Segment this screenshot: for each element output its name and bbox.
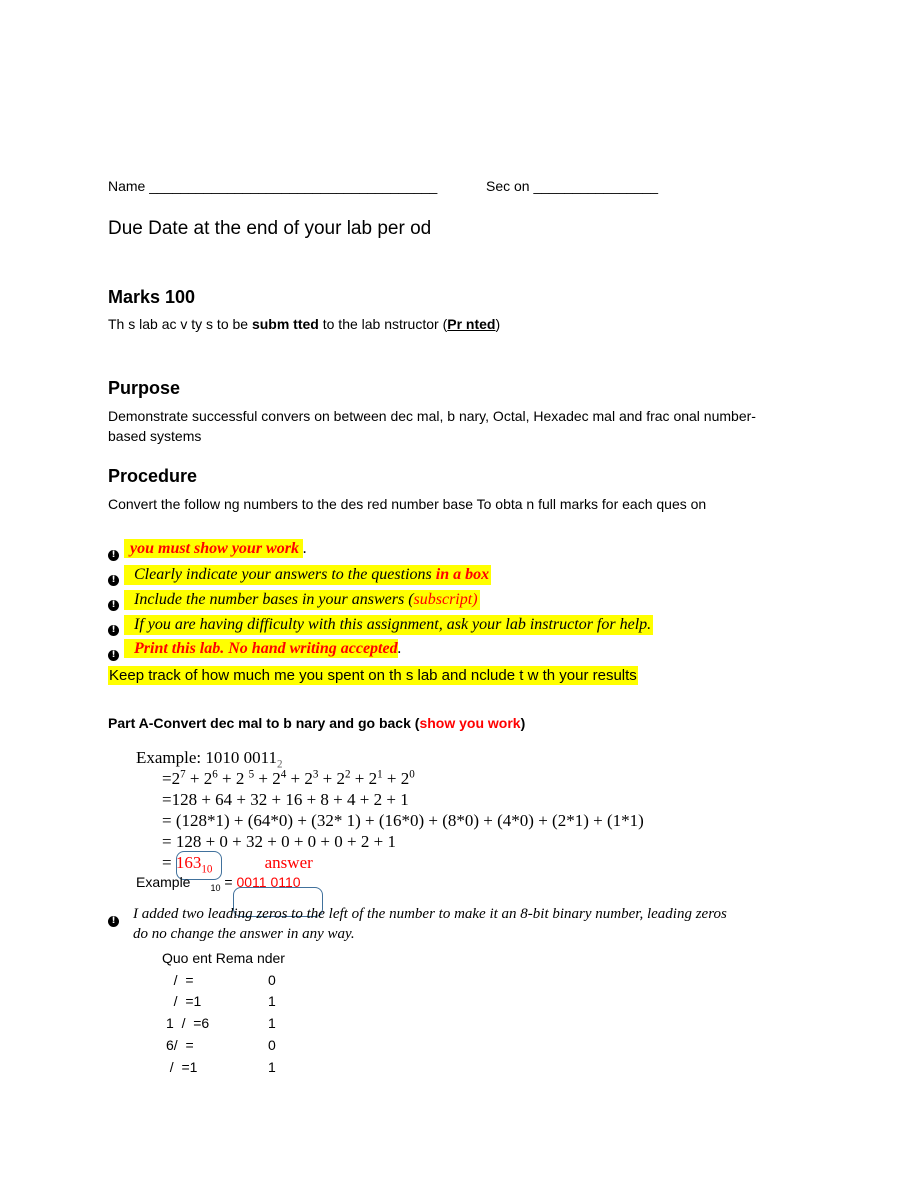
- purpose-line2: based systems: [108, 428, 202, 444]
- marks-text-pre: Th s lab ac v ty s to be: [108, 316, 252, 332]
- marks-text-printed: Pr nted: [447, 316, 496, 332]
- bullet-icon: !: [108, 570, 119, 586]
- bullet-icon: !: [108, 620, 119, 636]
- marks-text-post: ): [495, 316, 501, 332]
- marks-text: [108, 316, 500, 332]
- example2-answer-value: 0011 0110: [236, 874, 301, 890]
- bullet-icon: !: [108, 645, 119, 661]
- name-label: Name: [108, 178, 146, 194]
- marks-text-bold: subm tted: [251, 316, 319, 332]
- table-row: / =: [162, 972, 194, 988]
- bullet-item: Clearly indicate your answers to the questions in a box: [124, 565, 491, 585]
- purpose-heading: Purpose: [108, 378, 181, 398]
- bullet-item: Include the number bases in your answers (subscript): [124, 590, 480, 610]
- table-row-remainder: 0: [268, 972, 276, 988]
- example1-line3: = (128*1) + (64*0) + (32* 1) + (16*0) + (8*0) + (4*0) + (2*1) + (1*1): [162, 811, 644, 830]
- keep-track-text: Keep track of how much me you spent on th s lab and nclude t w th your results: [109, 667, 637, 684]
- marks-heading: Marks 100: [108, 287, 196, 307]
- section-label: Sec on: [486, 178, 530, 194]
- section-line[interactable]: ________________: [533, 178, 659, 194]
- note-line2: do no change the answer in any way.: [133, 926, 355, 942]
- part-a-heading: Part A-Convert dec mal to b nary and go back (show you work): [108, 715, 526, 731]
- marks-text-mid: to the lab nstructor (: [318, 316, 448, 332]
- table-row: / =1: [162, 993, 202, 1009]
- due-date: Due Date at the end of your lab per od: [108, 218, 432, 239]
- example1-answer-value: 163: [175, 853, 202, 872]
- bullet-item: you must show your work .: [124, 540, 307, 558]
- purpose-line1: Demonstrate successful convers on between dec mal, b nary, Octal, Hexadec mal and frac onal number-: [108, 408, 756, 424]
- example1-line1: $=2^7 + 2^6 + 2$ $^5 + 2^4 + 2^3 + 2^2 + 2^1 + 2^0$: [162, 768, 415, 788]
- bullet-item: If you are having difficulty with this assignment, ask your lab instructor for help.: [124, 615, 653, 635]
- example1-line2: =128 + 64 + 32 + 16 + 8 + 4 + 2 + 1: [162, 790, 409, 809]
- example2-row: Example $_{10}$ = 0011 0110: [136, 874, 301, 893]
- bullet-icon: !: [108, 595, 119, 611]
- example1-answer-label: answer: [264, 853, 313, 872]
- example1-line4: = 128 + 0 + 32 + 0 + 0 + 0 + 2 + 1: [162, 832, 396, 851]
- table-row: / =1: [162, 1059, 198, 1075]
- note-line1: I added two leading zeros to the left of the number to make it an 8-bit binary number, leading zeros: [133, 906, 727, 922]
- table-row: 6/ =: [166, 1037, 194, 1053]
- note-bullet-icon: !: [108, 911, 119, 927]
- table-row: 1 / =6: [166, 1015, 210, 1031]
- example1-label: Example: 1010 $0011_2$: [136, 748, 283, 771]
- procedure-text: Convert the follow ng numbers to the des red number base To obta n full marks for each ques on: [108, 496, 707, 512]
- table-row-remainder: 1: [268, 1015, 276, 1031]
- table-row-remainder: 1: [268, 1059, 276, 1075]
- example1-line5: = $163_{10}$ answer: [162, 853, 313, 876]
- procedure-heading: Procedure: [108, 466, 198, 486]
- name-line[interactable]: _____________________________________: [149, 178, 438, 194]
- name-row: [108, 178, 437, 194]
- division-table-header: Quo ent Rema nder: [162, 950, 285, 966]
- bullet-icon: !: [108, 545, 119, 561]
- section-row: [486, 178, 658, 194]
- table-row-remainder: 0: [268, 1037, 276, 1053]
- table-row-remainder: 1: [268, 993, 276, 1009]
- bullet-item: Print this lab. No hand writing accepted.: [124, 640, 402, 658]
